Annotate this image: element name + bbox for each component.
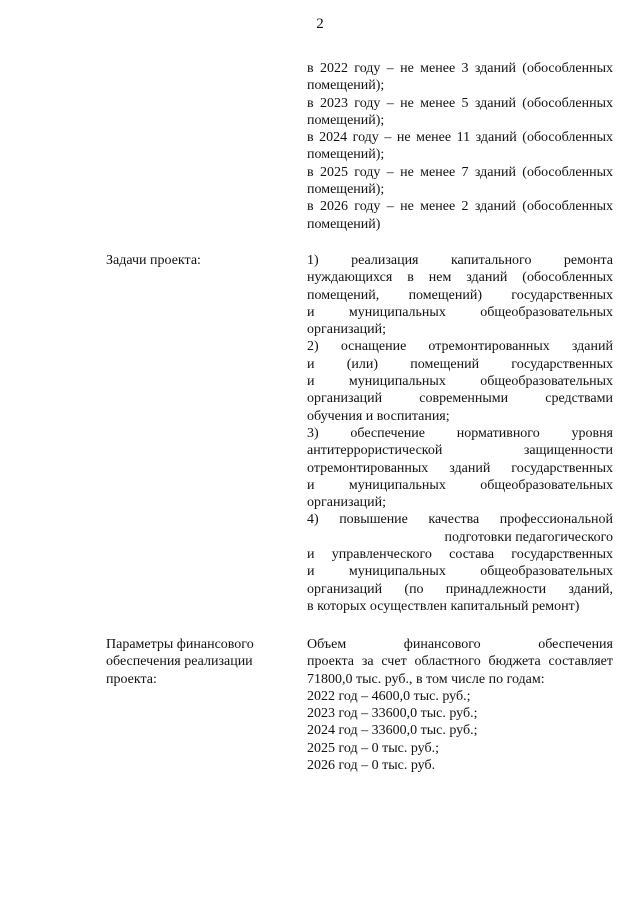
finance-line: 2026 год – 0 тыс. руб.	[307, 758, 436, 774]
finance-label	[106, 636, 281, 688]
tasks-line: 2) оснащение отремонтированных зданий	[307, 339, 613, 355]
finance-label-line: проекта:	[106, 671, 157, 687]
terms-line: помещений);	[307, 78, 385, 94]
finance-label-line: Параметры финансового	[106, 637, 254, 652]
finance-line: 2025 год – 0 тыс. руб.;	[307, 740, 439, 756]
tasks-line: организаций (по принадлежности зданий,	[307, 581, 613, 597]
finance-line: 2024 год – 33600,0 тыс. руб.;	[307, 723, 478, 739]
terms-line: помещений);	[307, 182, 385, 198]
tasks-line: нуждающихся в нем зданий (обособленных	[307, 270, 613, 286]
finance-label-line: обеспечения реализации	[106, 654, 253, 670]
tasks-line: и муниципальных общеобразовательных	[307, 374, 613, 390]
tasks-line: помещений, помещений) государственных	[307, 287, 613, 303]
tasks-line: организаций современными средствами	[307, 391, 613, 407]
terms-line: помещений)	[307, 216, 381, 232]
tasks-block	[307, 252, 613, 615]
tasks-line: подготовки педагогического	[444, 529, 613, 545]
finance-line: проекта за счет областного бюджета составляет	[307, 654, 613, 670]
tasks-line: и (или) помещений государственных	[307, 356, 613, 372]
tasks-line: организаций;	[307, 495, 387, 511]
terms-line: в 2024 году – не менее 11 зданий (обособленных	[307, 130, 613, 146]
tasks-line: 1) реализация капитального ремонта	[307, 253, 613, 268]
tasks-line: отремонтированных зданий государственных	[307, 460, 613, 476]
terms-line: в 2022 году – не менее 3 зданий (обособленных	[307, 61, 613, 76]
tasks-line: в которых осуществлен капитальный ремонт)	[307, 598, 580, 614]
tasks-line: 4) повышение качества профессиональной	[307, 512, 613, 528]
tasks-line: и муниципальных общеобразовательных	[307, 564, 613, 580]
tasks-line: антитеррористической защищенности	[307, 443, 613, 459]
tasks-label: Задачи проекта:	[106, 253, 201, 268]
finance-line: 2022 год – 4600,0 тыс. руб.;	[307, 688, 471, 704]
tasks-line: 3) обеспечение нормативного уровня	[307, 425, 613, 441]
terms-line: в 2023 году – не менее 5 зданий (обособленных	[307, 95, 613, 111]
finance-line: Объем финансового обеспечения	[307, 637, 613, 652]
tasks-line: обучения и воспитания;	[307, 408, 450, 424]
terms-block	[307, 60, 613, 233]
finance-line: 2023 год – 33600,0 тыс. руб.;	[307, 706, 478, 722]
finance-line: 71800,0 тыс. руб., в том числе по годам:	[307, 671, 545, 687]
terms-line: в 2025 году – не менее 7 зданий (обособленных	[307, 164, 613, 180]
tasks-line: и муниципальных общеобразовательных	[307, 477, 613, 493]
finance-block	[307, 636, 613, 774]
tasks-line: и управленческого состава государственных	[307, 547, 613, 563]
tasks-line: и муниципальных общеобразовательных	[307, 304, 613, 320]
terms-line: в 2026 году – не менее 2 зданий (обособленных	[307, 199, 613, 215]
terms-line: помещений);	[307, 147, 385, 163]
terms-line: помещений);	[307, 112, 385, 128]
tasks-line: организаций;	[307, 322, 387, 338]
page-number: 2	[316, 16, 324, 32]
